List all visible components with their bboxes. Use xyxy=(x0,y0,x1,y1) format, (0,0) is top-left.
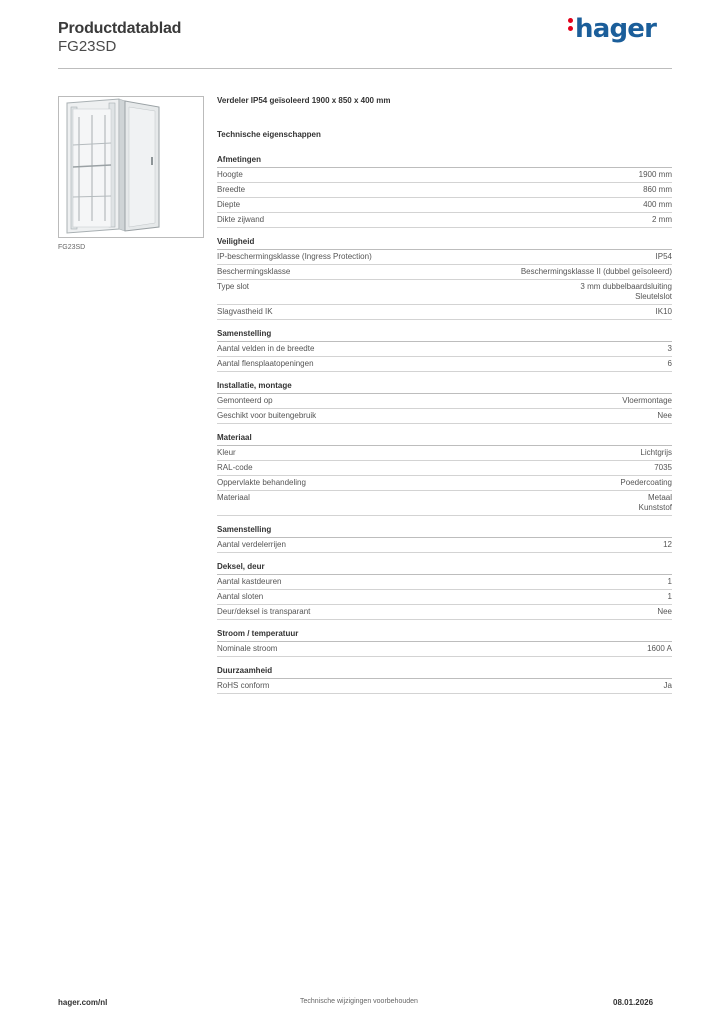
spec-value xyxy=(657,607,672,617)
product-image xyxy=(58,96,204,238)
section-title: Afmetingen xyxy=(217,155,672,168)
logo-dots-icon xyxy=(568,15,573,34)
footer-disclaimer: Technische wijzigingen voorbehouden xyxy=(300,998,418,1005)
product-description: Verdeler IP54 geïsoleerd 1900 x 850 x 400 mm xyxy=(217,96,391,105)
spec-label: Slagvastheid IK xyxy=(217,307,273,316)
spec-value xyxy=(664,681,672,691)
spec-value-line: 1600 A xyxy=(647,644,672,653)
section-title: Materiaal xyxy=(217,433,672,446)
section-title: Stroom / temperatuur xyxy=(217,629,672,642)
spec-row xyxy=(217,198,672,213)
spec-value-line: 6 xyxy=(667,359,672,368)
spec-label: Hoogte xyxy=(217,170,243,179)
spec-value xyxy=(668,592,672,602)
spec-row xyxy=(217,357,672,372)
tech-properties-heading: Technische eigenschappen xyxy=(217,130,321,139)
spec-row xyxy=(217,642,672,657)
spec-row xyxy=(217,538,672,553)
section-title: Samenstelling xyxy=(217,329,672,342)
spec-value-line: 2 mm xyxy=(652,215,672,224)
spec-value xyxy=(652,215,672,225)
spec-row xyxy=(217,409,672,424)
footer-website[interactable]: hager.com/nl xyxy=(58,998,108,1007)
spec-value-line: Lichtgrijs xyxy=(640,448,672,457)
spec-value xyxy=(620,478,672,488)
spec-row xyxy=(217,461,672,476)
section-title: Veiligheid xyxy=(217,237,672,250)
spec-label: Nominale stroom xyxy=(217,644,278,653)
spec-value-line: 1900 mm xyxy=(638,170,672,179)
spec-label: RAL-code xyxy=(217,463,253,472)
spec-label: Materiaal xyxy=(217,493,250,502)
spec-value-line: 1 xyxy=(667,592,672,601)
spec-row xyxy=(217,679,672,694)
spec-value-line: Vloermontage xyxy=(622,396,672,405)
spec-section xyxy=(217,629,672,657)
spec-row xyxy=(217,491,672,516)
spec-value-line: Metaal xyxy=(647,493,672,502)
footer-date: 08.01.2026 xyxy=(613,998,654,1007)
spec-value-line: IK10 xyxy=(655,307,672,316)
spec-section xyxy=(217,562,672,620)
logo-text: hager xyxy=(575,14,657,44)
spec-label: Kleur xyxy=(217,448,236,457)
spec-value xyxy=(668,577,672,587)
spec-value-line: 1 xyxy=(667,577,672,586)
spec-value xyxy=(663,540,672,550)
section-title: Installatie, montage xyxy=(217,381,672,394)
spec-row xyxy=(217,265,672,280)
spec-section xyxy=(217,433,672,516)
spec-label: Diepte xyxy=(217,200,241,209)
spec-section xyxy=(217,525,672,553)
spec-value xyxy=(643,200,672,210)
spec-value xyxy=(668,359,672,369)
section-title: Deksel, deur xyxy=(217,562,672,575)
spec-value xyxy=(622,396,672,406)
spec-label: Aantal verdelerrijen xyxy=(217,540,286,549)
section-title: Samenstelling xyxy=(217,525,672,538)
spec-value-line: 400 mm xyxy=(643,200,672,209)
spec-row xyxy=(217,590,672,605)
spec-label: Aantal velden in de breedte xyxy=(217,344,315,353)
spec-value xyxy=(656,252,672,262)
product-code: FG23SD xyxy=(58,38,117,55)
spec-row xyxy=(217,168,672,183)
spec-value-line: Poedercoating xyxy=(620,478,672,487)
spec-value-line: Ja xyxy=(663,681,672,690)
spec-value xyxy=(668,344,672,354)
hager-logo xyxy=(568,14,656,44)
spec-row xyxy=(217,342,672,357)
spec-label: Geschikt voor buitengebruik xyxy=(217,411,317,420)
spec-label: Deur/deksel is transparant xyxy=(217,607,311,616)
spec-row xyxy=(217,446,672,461)
spec-row xyxy=(217,213,672,228)
spec-label: Dikte zijwand xyxy=(217,215,265,224)
spec-value-line: Sleutelslot xyxy=(635,292,672,301)
spec-row xyxy=(217,605,672,620)
spec-value-line: 3 xyxy=(667,344,672,353)
spec-label: Gemonteerd op xyxy=(217,396,273,405)
spec-value xyxy=(654,463,672,473)
spec-sections xyxy=(217,155,672,694)
header-divider xyxy=(58,68,672,69)
spec-section xyxy=(217,381,672,424)
spec-content xyxy=(217,96,672,703)
spec-section xyxy=(217,237,672,320)
image-caption: FG23SD xyxy=(58,244,86,251)
spec-row xyxy=(217,183,672,198)
spec-value xyxy=(657,411,672,421)
spec-value xyxy=(639,170,672,180)
spec-value xyxy=(640,448,672,458)
spec-value-line: 7035 xyxy=(654,463,672,472)
spec-row xyxy=(217,280,672,305)
spec-row xyxy=(217,394,672,409)
spec-value xyxy=(580,282,672,302)
spec-row xyxy=(217,575,672,590)
spec-label: Aantal flensplaatopeningen xyxy=(217,359,314,368)
spec-label: RoHS conform xyxy=(217,681,270,690)
spec-label: Oppervlakte behandeling xyxy=(217,478,306,487)
spec-value xyxy=(643,185,672,195)
spec-value xyxy=(521,267,672,277)
spec-row xyxy=(217,476,672,491)
spec-label: IP-beschermingsklasse (Ingress Protection) xyxy=(217,252,372,261)
cabinet-illustration xyxy=(59,97,203,237)
spec-value-line: Nee xyxy=(657,607,672,616)
spec-value xyxy=(639,493,672,513)
spec-label: Breedte xyxy=(217,185,246,194)
spec-value-line: IP54 xyxy=(655,252,672,261)
spec-value-line: Kunststof xyxy=(638,503,672,512)
spec-section xyxy=(217,155,672,228)
spec-label: Aantal sloten xyxy=(217,592,264,601)
spec-value-line: 12 xyxy=(663,540,672,549)
spec-value-line: 3 mm dubbelbaardsluiting xyxy=(580,282,672,291)
spec-section xyxy=(217,329,672,372)
spec-label: Type slot xyxy=(217,282,250,291)
spec-label: Beschermingsklasse xyxy=(217,267,291,276)
spec-value-line: Beschermingsklasse II (dubbel geïsoleerd) xyxy=(520,267,672,276)
spec-value-line: Nee xyxy=(657,411,672,420)
spec-row xyxy=(217,250,672,265)
spec-label: Aantal kastdeuren xyxy=(217,577,282,586)
spec-value xyxy=(647,644,672,654)
spec-section xyxy=(217,666,672,694)
spec-value-line: 860 mm xyxy=(643,185,672,194)
page-title: Productdatablad xyxy=(58,20,182,37)
section-title: Duurzaamheid xyxy=(217,666,672,679)
spec-row xyxy=(217,305,672,320)
spec-value xyxy=(656,307,672,317)
